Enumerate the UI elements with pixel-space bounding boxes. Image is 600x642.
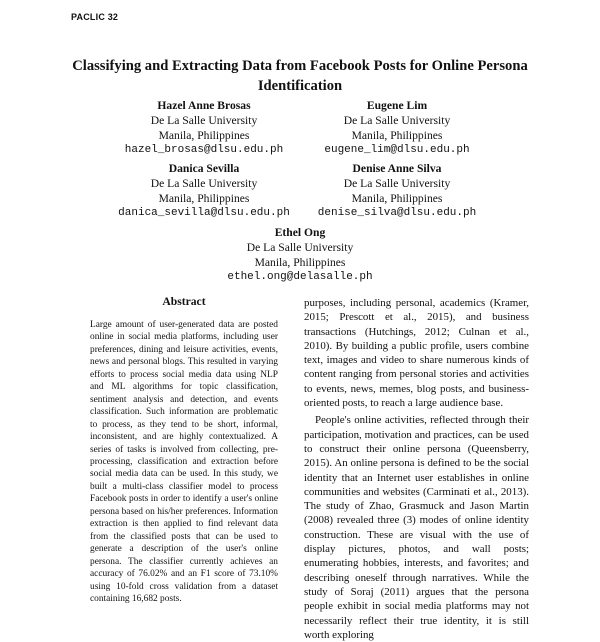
author-name: Ethel Ong	[274, 226, 326, 239]
conference-label: PACLIC 32	[71, 12, 119, 22]
author-name: Hazel Anne Brosas	[157, 99, 251, 112]
author-affiliation: De La Salle University	[150, 114, 258, 127]
author-block	[287, 98, 507, 158]
author-affiliation: De La Salle University	[343, 114, 451, 127]
abstract-text: Large amount of user-generated data are posted online in social media platforms, including user preferences, dining and leisure activities, events, news and personal blogs. This resulted in varying efforts to process social media data using NLP and ML algorithms for topic classification, sentiment analysis and detection, and events classification. Such information are problematic to process, as they tend to be short, informal, inconsistent, and are highly contextualized. A series of tasks is involved from collecting, pre-processing, classification and extraction before social media data can be used. In this study, we built a multi-class classifier model to process Facebook posts in order to identify a user's online persona based on his/her preferences. Information extraction is then applied to find relevant data from the classified posts that can be used to generate a description of the user's online persona. The classifier currently achieves an accuracy of 76.02% and an F1 score of 73.10% using 10-fold cross validation from a dataset containing 16,682 posts.	[90, 320, 278, 604]
paper-title: Classifying and Extracting Data from Facebook Posts for Online Persona Identification	[72, 58, 528, 94]
author-email: denise_silva@dlsu.edu.ph	[317, 207, 477, 219]
author-block	[287, 161, 507, 221]
author-location: Manila, Philippines	[158, 129, 250, 142]
author-block	[190, 225, 410, 285]
author-affiliation: De La Salle University	[343, 177, 451, 190]
author-affiliation: De La Salle University	[150, 177, 258, 190]
body-column	[304, 296, 529, 642]
author-block	[94, 98, 314, 158]
author-name: Eugene Lim	[366, 99, 428, 112]
author-location: Manila, Philippines	[351, 129, 443, 142]
author-name: Denise Anne Silva	[352, 162, 442, 175]
author-email: ethel.ong@delasalle.ph	[227, 271, 373, 283]
author-affiliation: De La Salle University	[246, 241, 354, 254]
author-email: eugene_lim@dlsu.edu.ph	[324, 144, 470, 156]
author-block	[94, 161, 314, 221]
author-location: Manila, Philippines	[351, 192, 443, 205]
author-location: Manila, Philippines	[158, 192, 250, 205]
body-paragraph: purposes, including personal, academics (Kramer, 2015; Prescott et al., 2015), and business transactions (Hutchings, 2012; Culnan et al., 2010). By building a public profile, users combine text, images and video to share numerous kinds of content ranging from personal stories and activities to events, news, memes, blog posts, and business-oriented posts, to reach a large audience base.	[304, 297, 529, 410]
author-email: danica_sevilla@dlsu.edu.ph	[118, 207, 290, 219]
author-name: Danica Sevilla	[168, 162, 240, 175]
author-email: hazel_brosas@dlsu.edu.ph	[124, 144, 284, 156]
abstract-heading: Abstract	[162, 295, 206, 308]
author-location: Manila, Philippines	[254, 256, 346, 269]
body-paragraph: People's online activities, reflected through their participation, motivation and practices, can be used to construct their online persona (Queensberry, 2015). An online persona is defined to be the social identity that an Internet user establishes in online communities and websites (Carminati et al., 2013). The study of Zhao, Grasmuck and Jason Martin (2008) revealed three (3) modes of online identity construction. These are visual with the use of display pictures, photos, and wall posts; enumerating hobbies, interests, and favorites; and describing oneself through narratives. While the study of Soraj (2011) argues that the persona people exhibit in social media platforms may not necessarily reflect their true identity, it is still worth exploring	[304, 414, 529, 641]
